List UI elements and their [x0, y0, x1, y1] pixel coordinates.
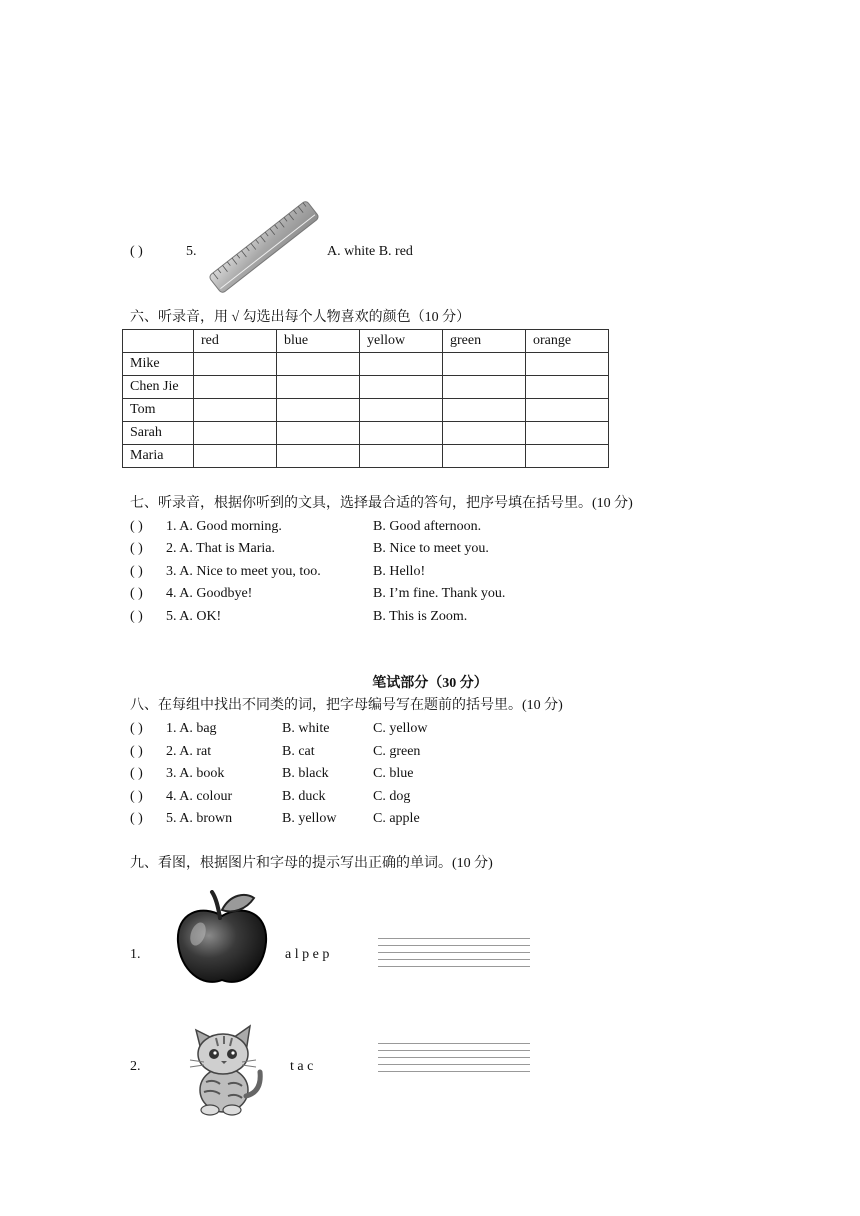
option-b: B. white: [282, 721, 330, 736]
section6-title: 六、听录音，用 √ 勾选出每个人物喜欢的颜色（10 分）: [130, 310, 471, 325]
check-cell[interactable]: [526, 399, 609, 422]
item-number: 1.: [130, 947, 141, 962]
check-cell[interactable]: [360, 376, 443, 399]
check-cell[interactable]: [277, 422, 360, 445]
section8-title: 八、在每组中找出不同类的词，把字母编号写在题前的括号里。(10 分): [130, 698, 563, 713]
check-cell[interactable]: [277, 376, 360, 399]
table-row: [123, 422, 609, 445]
apple-icon: [172, 890, 272, 988]
option-a: 5. A. OK!: [166, 609, 222, 624]
option-c: C. dog: [373, 789, 411, 804]
option-b: B. duck: [282, 789, 326, 804]
item-number: 2.: [130, 1059, 141, 1074]
letter-hint: t a c: [290, 1059, 314, 1074]
check-cell[interactable]: [194, 445, 277, 468]
answer-paren[interactable]: ( ): [130, 744, 143, 759]
row-name: Mike: [123, 353, 194, 376]
option-b: B. cat: [282, 744, 315, 759]
check-cell[interactable]: [194, 353, 277, 376]
check-cell[interactable]: [277, 353, 360, 376]
answer-paren[interactable]: ( ): [130, 609, 143, 624]
row-name: Maria: [123, 445, 194, 468]
row-name: Tom: [123, 399, 194, 422]
row-name: Chen Jie: [123, 376, 194, 399]
check-cell[interactable]: [277, 445, 360, 468]
option-c: C. apple: [373, 811, 420, 826]
check-cell[interactable]: [443, 422, 526, 445]
option-b: B. I’m fine. Thank you.: [373, 586, 506, 601]
table-header-cell: [123, 330, 194, 353]
table-row: [123, 399, 609, 422]
cat-icon: [180, 1016, 266, 1116]
answer-lines[interactable]: [378, 1043, 530, 1078]
check-cell[interactable]: [526, 422, 609, 445]
answer-paren[interactable]: ( ): [130, 789, 143, 804]
q5-options: A. white B. red: [327, 244, 413, 259]
option-b: B. Good afternoon.: [373, 519, 482, 534]
written-part-title: 笔试部分（30 分）: [372, 676, 488, 691]
option-c: C. green: [373, 744, 421, 759]
check-cell[interactable]: [194, 376, 277, 399]
check-cell[interactable]: [194, 422, 277, 445]
option-a: 2. A. rat: [166, 744, 212, 759]
table-row: [123, 376, 609, 399]
section9-title: 九、看图，根据图片和字母的提示写出正确的单词。(10 分): [130, 856, 493, 871]
option-a: 3. A. book: [166, 766, 225, 781]
answer-paren[interactable]: ( ): [130, 541, 143, 556]
check-cell[interactable]: [360, 445, 443, 468]
option-a: 5. A. brown: [166, 811, 233, 826]
check-cell[interactable]: [526, 445, 609, 468]
table-row: [123, 445, 609, 468]
answer-lines[interactable]: [378, 938, 530, 973]
table-header-row: [123, 330, 609, 353]
table-header-cell: blue: [277, 330, 360, 353]
answer-paren[interactable]: ( ): [130, 564, 143, 579]
check-cell[interactable]: [360, 353, 443, 376]
check-cell[interactable]: [194, 399, 277, 422]
option-c: C. yellow: [373, 721, 428, 736]
option-a: 2. A. That is Maria.: [166, 541, 276, 556]
answer-paren[interactable]: ( ): [130, 811, 143, 826]
check-cell[interactable]: [443, 445, 526, 468]
option-a: 4. A. Goodbye!: [166, 586, 253, 601]
option-b: B. yellow: [282, 811, 337, 826]
check-cell[interactable]: [526, 376, 609, 399]
table-header-cell: yellow: [360, 330, 443, 353]
q5-paren: ( ): [130, 244, 143, 259]
option-b: B. black: [282, 766, 329, 781]
answer-paren[interactable]: ( ): [130, 766, 143, 781]
check-cell[interactable]: [526, 353, 609, 376]
letter-hint: a l p e p: [285, 947, 330, 962]
ruler-icon: [208, 198, 320, 296]
option-a: 1. A. Good morning.: [166, 519, 282, 534]
option-b: B. Nice to meet you.: [373, 541, 489, 556]
option-a: 3. A. Nice to meet you, too.: [166, 564, 321, 579]
check-cell[interactable]: [277, 399, 360, 422]
check-cell[interactable]: [443, 376, 526, 399]
table-header-cell: orange: [526, 330, 609, 353]
answer-paren[interactable]: ( ): [130, 586, 143, 601]
check-cell[interactable]: [443, 399, 526, 422]
table-header-cell: red: [194, 330, 277, 353]
option-a: 1. A. bag: [166, 721, 217, 736]
table-header-cell: green: [443, 330, 526, 353]
option-b: B. This is Zoom.: [373, 609, 468, 624]
row-name: Sarah: [123, 422, 194, 445]
check-cell[interactable]: [360, 399, 443, 422]
answer-paren[interactable]: ( ): [130, 519, 143, 534]
color-table: [122, 329, 609, 468]
option-c: C. blue: [373, 766, 414, 781]
check-cell[interactable]: [360, 422, 443, 445]
section7-title: 七、听录音，根据你听到的文具，选择最合适的答句，把序号填在括号里。(10 分): [130, 496, 633, 511]
check-cell[interactable]: [443, 353, 526, 376]
option-a: 4. A. colour: [166, 789, 233, 804]
table-row: [123, 353, 609, 376]
answer-paren[interactable]: ( ): [130, 721, 143, 736]
q5-number: 5.: [186, 244, 197, 259]
option-b: B. Hello!: [373, 564, 426, 579]
